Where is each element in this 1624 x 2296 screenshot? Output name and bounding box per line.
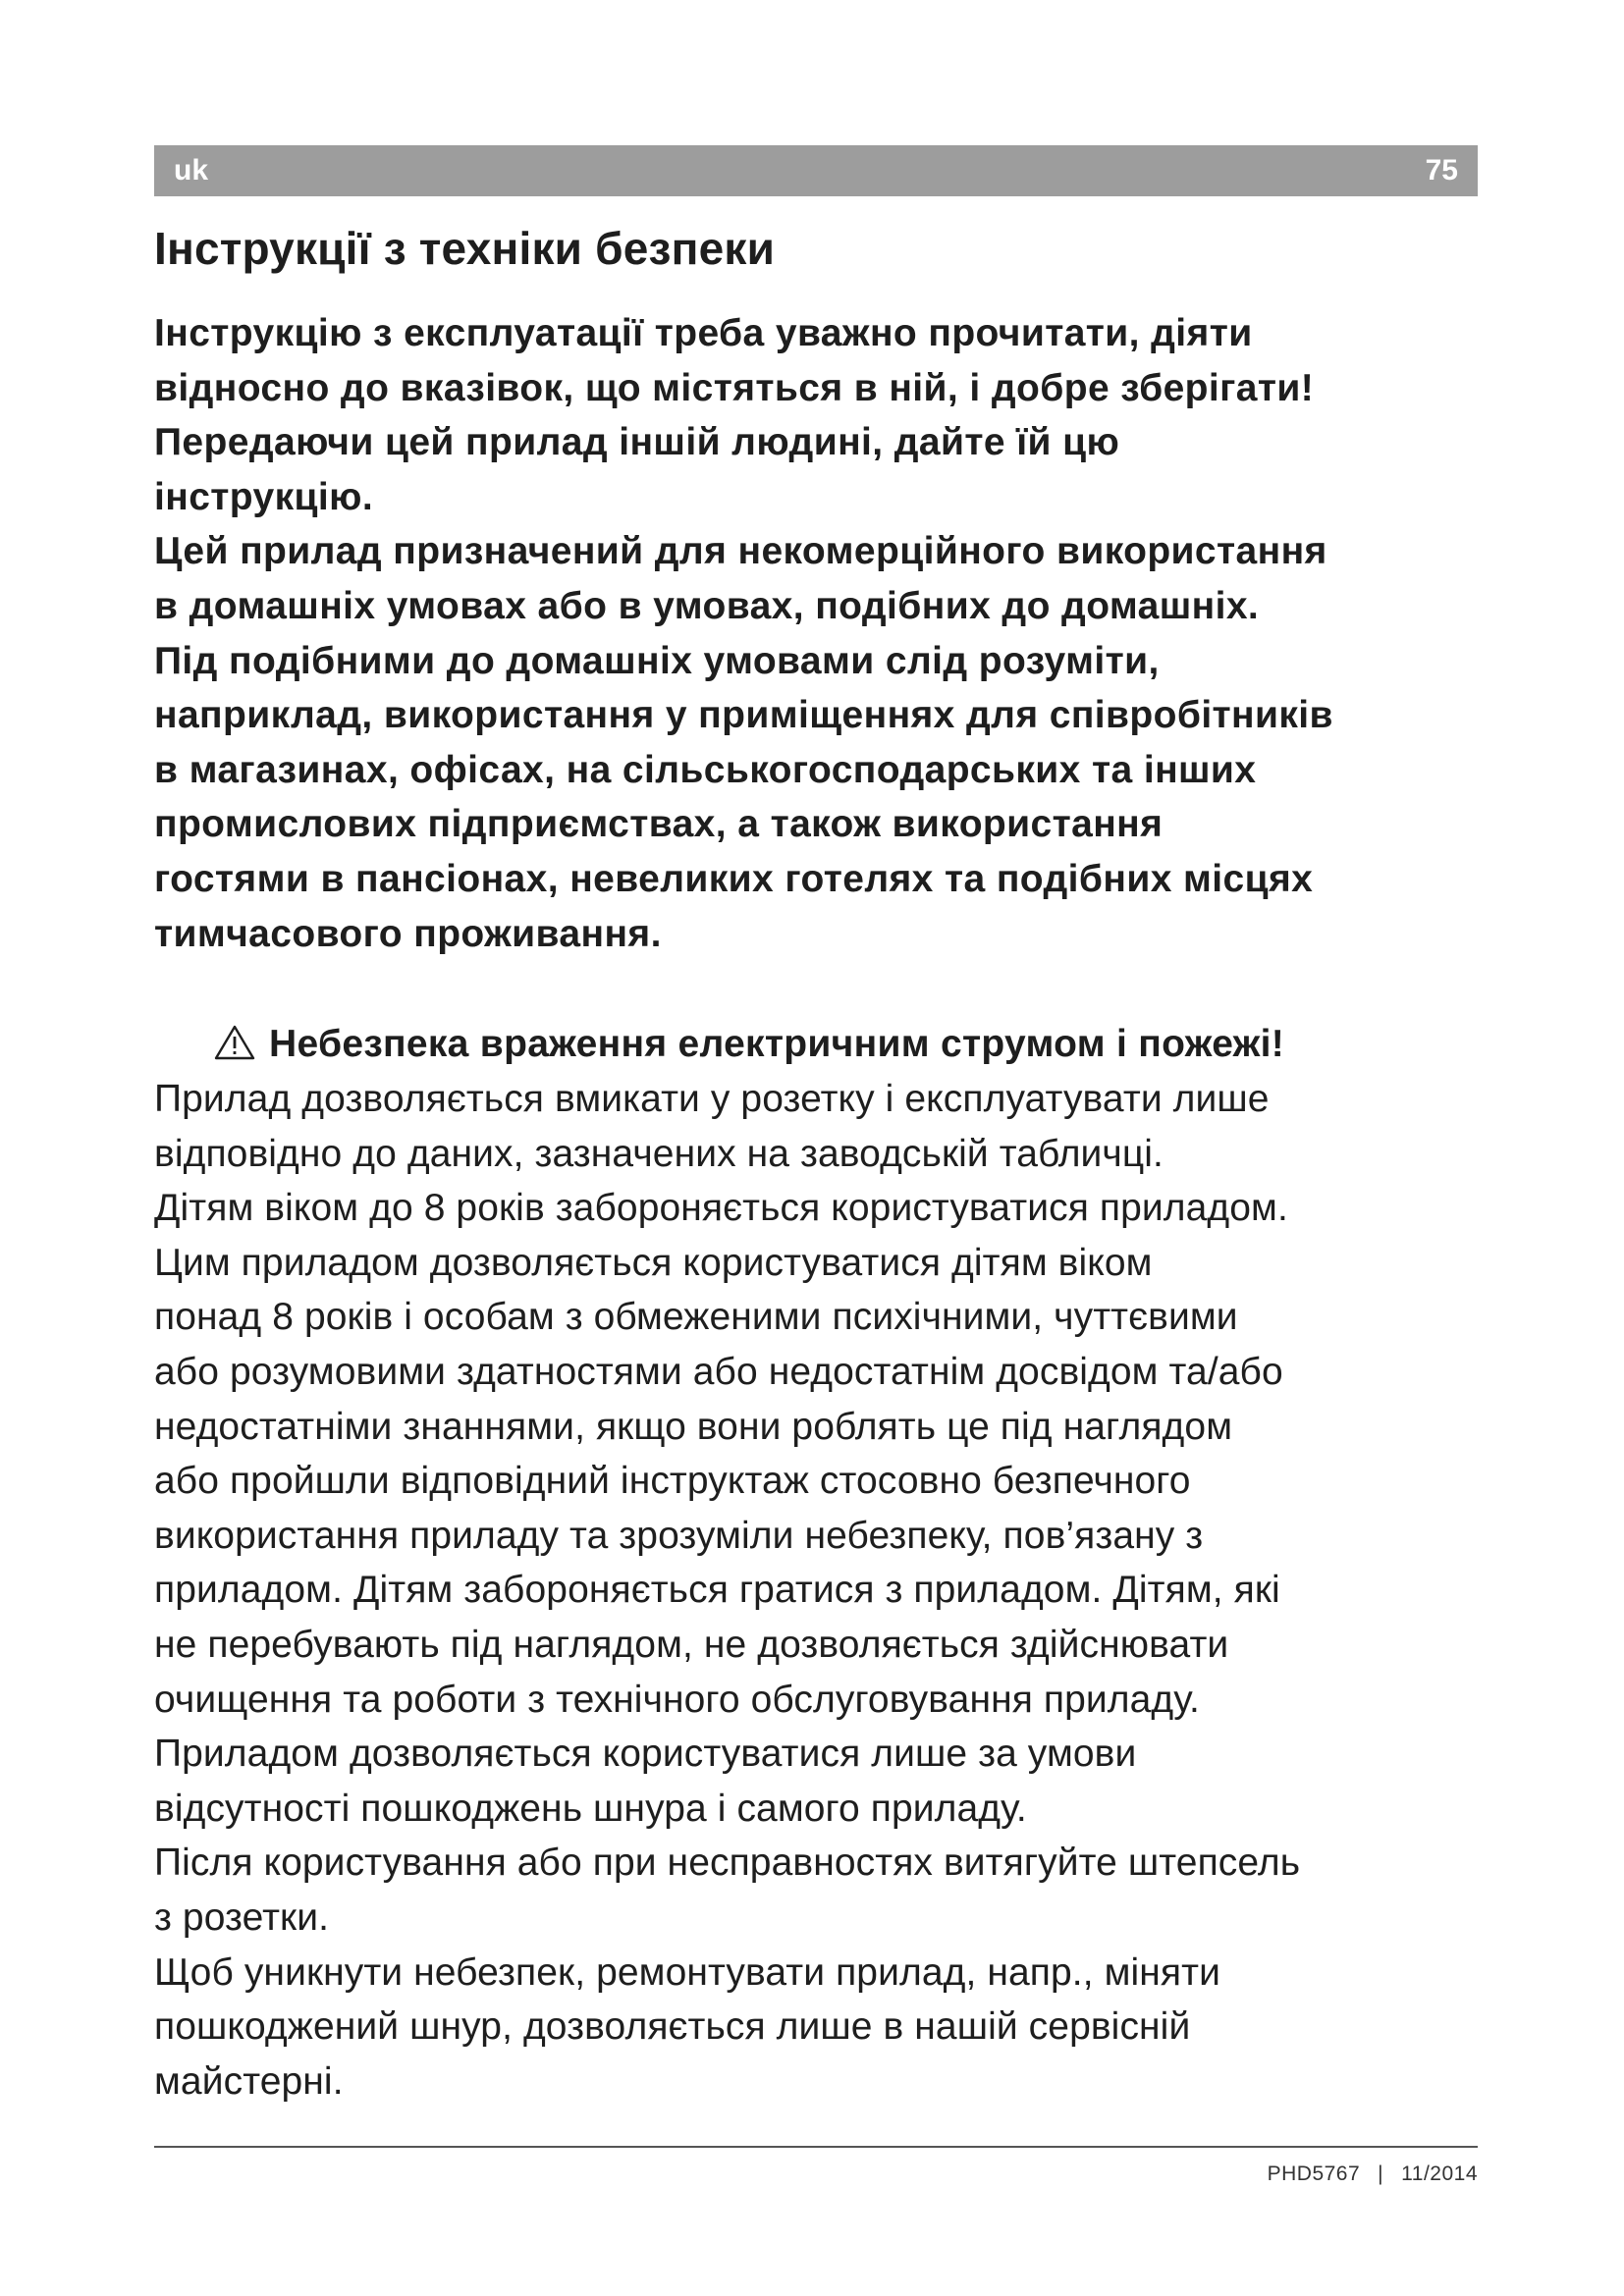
intro-line: Цей прилад призначений для некомерційного використання — [154, 530, 1327, 573]
intro-line: Передаючи цей прилад іншій людині, дайте їй цю — [154, 421, 1120, 464]
body-line: Дітям віком до 8 років забороняється користуватися приладом. — [154, 1187, 1288, 1230]
body-line: з розетки. — [154, 1896, 330, 1939]
page-number: 75 — [1425, 154, 1458, 187]
intro-line: гостями в пансіонах, невеликих готелях та подібних місцях — [154, 857, 1314, 900]
body-line: Щоб уникнути небезпек, ремонтувати прилад, напр., міняти — [154, 1950, 1220, 1994]
warning-triangle-icon — [214, 1021, 255, 1056]
intro-line: промислових підприємствах, а також використання — [154, 803, 1164, 846]
body-line: приладом. Дітям забороняється гратися з приладом. Дітям, які — [154, 1569, 1280, 1612]
intro-line: інструкцію. — [154, 475, 374, 518]
body-line: Прилад дозволяється вмикати у розетку і експлуатувати лише — [154, 1078, 1270, 1120]
body-line: або пройшли відповідний інструктаж стосовно безпечного — [154, 1460, 1191, 1503]
footer-separator: | — [1378, 2163, 1384, 2185]
footer-model: PHD5767 — [1267, 2163, 1361, 2185]
header-bar — [154, 145, 1478, 196]
body-line: відповідно до даних, зазначених на заводській табличці. — [154, 1132, 1164, 1175]
intro-line: наприклад, використання у приміщеннях для співробітників — [154, 694, 1333, 737]
body-line: використання приладу та зрозуміли небезпеку, пов’язану з — [154, 1514, 1204, 1557]
body-line: очищення та роботи з технічного обслуговування приладу. — [154, 1678, 1200, 1721]
body-line: майстерні. — [154, 2059, 344, 2103]
intro-line: в домашніх умовах або в умовах, подібних до домашніх. — [154, 584, 1260, 627]
body-line: понад 8 років і особам з обмеженими психічними, чуттєвими — [154, 1296, 1238, 1339]
intro-line: тимчасового проживання. — [154, 912, 662, 955]
page-title: Інструкції з техніки безпеки — [154, 223, 776, 274]
footer-divider — [154, 2146, 1478, 2148]
warning-heading-text: Небезпека враження електричним струмом і пожежі! — [269, 1023, 1285, 1065]
warning-heading — [214, 1017, 1284, 1072]
footer-date: 11/2014 — [1401, 2163, 1478, 2185]
language-code: uk — [174, 154, 209, 187]
body-line: відсутності пошкоджень шнура і самого приладу. — [154, 1787, 1027, 1830]
warning-body — [154, 1072, 1509, 2109]
body-line: недостатніми знаннями, якщо вони роблять це під наглядом — [154, 1405, 1233, 1448]
intro-line: Під подібними до домашніх умовами слід розуміти, — [154, 639, 1160, 682]
body-line: Після користування або при несправностях витягуйте штепсель — [154, 1842, 1301, 1885]
intro-line: в магазинах, офісах, на сільськогосподарських та інших — [154, 748, 1257, 791]
body-line: не перебувають під наглядом, не дозволяється здійснювати — [154, 1623, 1229, 1666]
body-line: Цим приладом дозволяється користуватися дітям віком — [154, 1241, 1153, 1284]
body-line: пошкоджений шнур, дозволяється лише в нашій сервісній — [154, 2005, 1191, 2049]
intro-section — [154, 306, 1489, 961]
footer — [1268, 2163, 1478, 2186]
intro-line: відносно до вказівок, що містяться в ній, і добре зберігати! — [154, 366, 1315, 409]
intro-line: Інструкцію з експлуатації треба уважно прочитати, діяти — [154, 312, 1253, 354]
body-line: Приладом дозволяється користуватися лише за умови — [154, 1733, 1137, 1776]
body-line: або розумовими здатностями або недостатнім досвідом та/або — [154, 1350, 1283, 1393]
